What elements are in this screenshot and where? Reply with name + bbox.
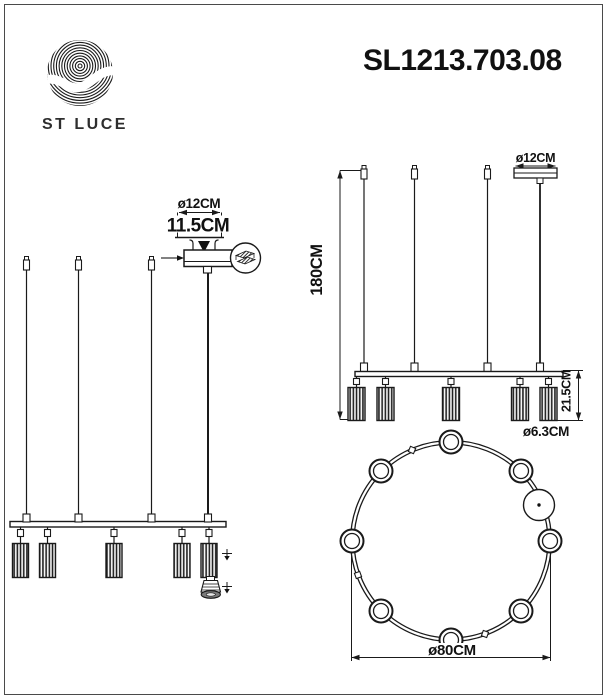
shade-top	[370, 600, 393, 623]
bar-clip	[23, 514, 30, 522]
pendant	[512, 377, 529, 421]
pendant	[377, 377, 394, 421]
pendant	[106, 527, 122, 578]
pendant	[13, 527, 29, 578]
front-canopy-diameter-label: ø12CM	[177, 196, 221, 211]
gu10-bulb-icon	[201, 577, 221, 599]
top-view	[341, 431, 562, 662]
bar-clip	[148, 514, 155, 522]
shade-top	[370, 460, 393, 483]
shade-drop-dimension	[558, 370, 584, 420]
front-canopy-height-label: 11.5CM	[166, 215, 230, 237]
pendant	[40, 527, 56, 578]
bar-clip	[205, 514, 212, 522]
front-suspension-cables	[24, 257, 209, 522]
pendant	[201, 527, 217, 578]
side-canopy	[514, 151, 557, 184]
side-suspension-cables	[361, 166, 540, 364]
shade-top	[440, 431, 463, 454]
screw-indicator-icon	[222, 549, 232, 561]
wire-hook	[190, 240, 194, 250]
pendant	[443, 377, 460, 421]
ring-clip	[354, 571, 361, 578]
screw-indicator-icon	[222, 582, 232, 594]
terminal-block-detail-icon	[231, 243, 261, 273]
shade-diameter-label: ø6.3CM	[522, 424, 570, 439]
ceiling-clip	[149, 257, 155, 522]
shade-top	[510, 600, 533, 623]
side-pendants	[348, 377, 557, 421]
bar-clip	[484, 363, 491, 372]
front-view	[10, 196, 261, 598]
top-shades	[341, 431, 562, 652]
canopy-top	[524, 490, 555, 521]
overall-height-label: 180CM	[308, 244, 326, 296]
bar-clip	[361, 363, 368, 372]
ceiling-clip	[24, 257, 30, 522]
model-number: SL1213.703.08	[363, 44, 562, 77]
bar-clip	[75, 514, 82, 522]
pendant	[348, 377, 365, 421]
side-bar	[355, 363, 563, 377]
shade-top	[341, 530, 364, 553]
pendant	[174, 527, 190, 578]
bar-clip	[537, 363, 544, 372]
front-bar	[10, 514, 226, 527]
ceiling-clip	[485, 166, 491, 364]
ring-diameter-label: ø80CM	[428, 642, 476, 659]
shade-drop-label: 21.5CM	[559, 370, 574, 412]
ceiling-clip	[361, 166, 367, 364]
pendant	[540, 377, 557, 421]
shade-top	[539, 530, 562, 553]
front-pendants	[13, 527, 218, 578]
side-canopy-diameter-label: ø12CM	[515, 151, 556, 165]
wire-hook	[215, 240, 219, 250]
bar-clip	[411, 363, 418, 372]
ring-clip	[481, 630, 488, 637]
shade-top	[510, 460, 533, 483]
ceiling-clip	[76, 257, 82, 522]
side-view	[308, 151, 583, 439]
front-canopy	[161, 196, 239, 273]
brand-name: ST LUCE	[42, 116, 128, 133]
ceiling-clip	[412, 166, 418, 364]
